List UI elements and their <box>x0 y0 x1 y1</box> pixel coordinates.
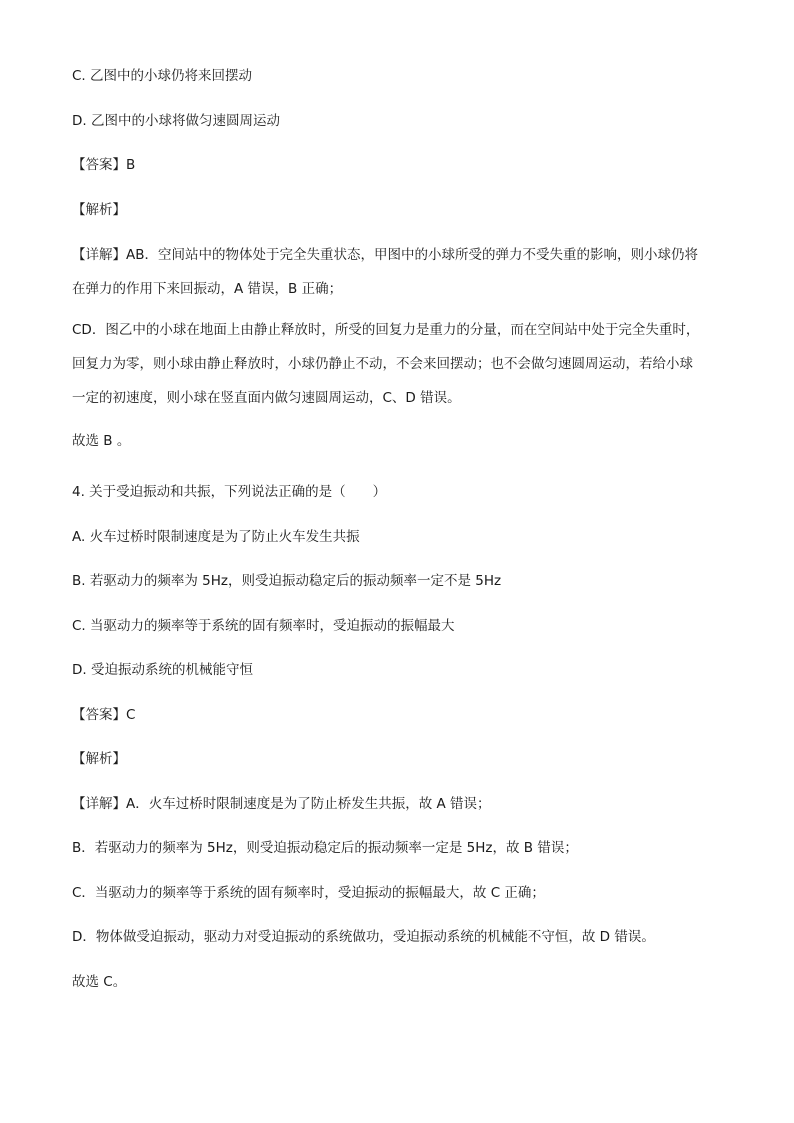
prev-detail-ab <box>72 238 732 306</box>
q4-option-b: B. 若驱动力的频率为 5Hz，则受迫振动稳定后的振动频率一定不是 5Hz <box>72 573 502 589</box>
q4-stem: 4. 关于受迫振动和共振，下列说法正确的是（ ） <box>72 484 387 500</box>
q4-detail-d: D．物体做受迫振动，驱动力对受迫振动的系统做功，受迫振动系统的机械能不守恒，故 D 错误。 <box>72 929 655 945</box>
q4-detail-c: C．当驱动力的频率等于系统的固有频率时，受迫振动的振幅最大，故 C 正确； <box>72 885 545 901</box>
q4-detail-b: B．若驱动力的频率为 5Hz，则受迫振动稳定后的振动频率一定是 5Hz，故 B 错误； <box>72 840 578 856</box>
q4-option-d: D. 受迫振动系统的机械能守恒 <box>72 662 253 678</box>
prev-analysis-label: 【解析】 <box>72 202 126 218</box>
prev-option-d: D. 乙图中的小球将做匀速圆周运动 <box>72 113 280 129</box>
prev-detail-cd-line-2: 回复力为零，则小球由静止释放时，小球仍静止不动，不会来回摆动；也不会做匀速圆周运动，若给小球 <box>72 356 693 372</box>
q4-option-c: C. 当驱动力的频率等于系统的固有频率时，受迫振动的振幅最大 <box>72 618 455 634</box>
q4-detail-a: 【详解】A．火车过桥时限制速度是为了防止桥发生共振，故 A 错误； <box>72 796 491 812</box>
prev-detail-cd <box>72 313 732 415</box>
prev-detail-ab-line-2: 在弹力的作用下来回振动，A 错误，B 正确； <box>72 281 343 297</box>
q4-conclusion: 故选 C。 <box>72 974 127 990</box>
prev-detail-cd-line-1: CD．图乙中的小球在地面上由静止释放时，所受的回复力是重力的分量，而在空间站中处于完全失重时， <box>72 322 700 338</box>
prev-detail-ab-line-1: 【详解】AB．空间站中的物体处于完全失重状态，甲图中的小球所受的弹力不受失重的影响，则小球仍将 <box>72 247 698 263</box>
q4-answer: 【答案】C <box>72 707 136 723</box>
q4-option-a: A. 火车过桥时限制速度是为了防止火车发生共振 <box>72 529 360 545</box>
prev-conclusion: 故选 B 。 <box>72 433 131 449</box>
prev-answer: 【答案】B <box>72 157 136 173</box>
prev-option-c: C. 乙图中的小球仍将来回摆动 <box>72 68 253 84</box>
q4-analysis-label: 【解析】 <box>72 751 126 767</box>
prev-detail-cd-line-3: 一定的初速度，则小球在竖直面内做匀速圆周运动，C、D 错误。 <box>72 390 461 406</box>
